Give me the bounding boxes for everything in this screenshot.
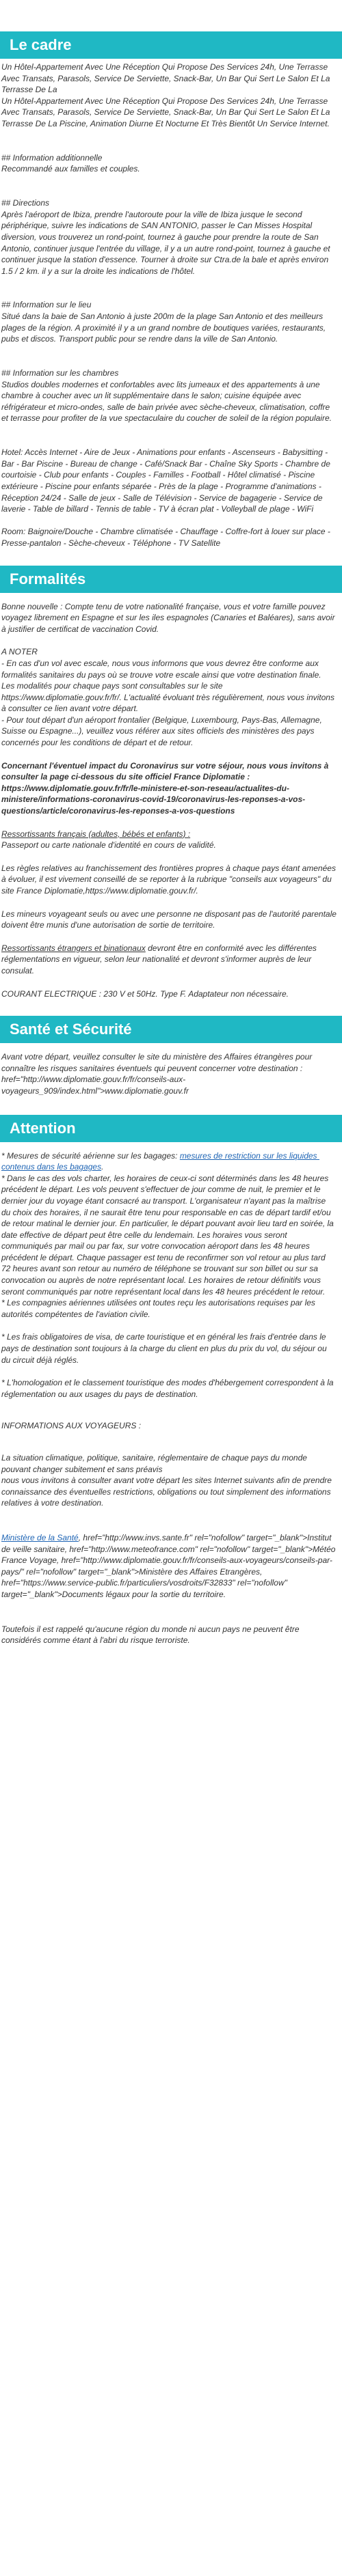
attention-hotel-rating: * L'homologation et le classement touristique des modes d'hébergement correspondent à la réglementation ou aux usages du pays de destination. [1, 1378, 336, 1399]
foreign-nationals-heading: Ressortissants étrangers et binationaux [1, 943, 146, 953]
attention-links [0, 1532, 342, 1601]
formalites-french-nationals [0, 829, 342, 851]
formalites-paragraph-1: Bonne nouvelle : Compte tenu de votre nationalité française, vous et votre famille pouvez voyagez librement en Espagne et sur les iles espagnoles (Canaries et Baléares), sans avoir à justifier de certificat de vaccination Covid. [1, 601, 337, 634]
attention-terrorism-note: Toutefois il est rappelé qu'aucune région du monde ni aucun pays ne peuvent être considérés comme étant à l'abri du risque terroriste. [1, 1624, 302, 1646]
sante-section [0, 1016, 342, 1096]
cadre-text: Un Hôtel-Appartement Avec Une Réception Qui Propose Des Services 24h, Une Terrasse Avec Transats, Parasols, Service De Serviette, Snack-Bar, Un Bar Qui Sert Le Salon Et La Terrasse De La Un Hôtel-Appartement Avec Une Réception Qui Propose Des Services 24h, Une Terrasse Avec Transats, Parasols, Service De Serviette, Snack-Bar, Un Bar Qui Sert Le Salon Et La Terrasse De La Piscine, Animation Diurne Et Nocturne Et Très Bientôt Un Service Internet. ## Information additionnelle Recommandé aux familles et couples. ## Directions Après l'aéroport de Ibiza, prendre l'autoroute pour la ville de Ibiza jusque le second périphérique, suivre les indications de SAN ANTONIO, passer le Can Misses Hospital diversion, vous trouverez un rond-point, tournez à gauche pour prendre la route de San Antonio, continuer jusque l'entrée du village, il y a un autre rond-point, tournez à gauche et continuer jusque la station d'essence. Tourner à droite sur Ctra.de la bale et après environ 1.5 / 2 km. il y a sur la droite les indications de l'hôtel. ## Information sur le lieu Situé dans la baie de San Antonio à juste 200m de la plage San Antonio et des meilleurs plages de la région. A proximité il y a un grand nombre de boutiques variées, restaurants, pubs et discos. Transport public pour se rendre dans la ville de San Antonio. ## Information sur les chambres Studios doubles modernes et confortables avec lits jumeaux et des appartements à une chambre à coucher avec un lit supplémentaire dans le salon; cuisine équipée avec réfrigérateur et micro-ondes, salle de bain privée avec sèche-cheveux, climatisation, coffre et terrasse pour profiter de la vue spectaculaire du coucher de soleil de la région populaire. Hotel: Accès Internet - Aire de Jeux - Animations pour enfants - Ascenseurs - Babysitting - Bar - Bar Piscine - Bureau de change - Café/Snack Bar - Chaîne Sky Sports - Chambre de courtoisie - Club pour enfants - Couples - Familles - Football - Hôtel climatisé - Piscine extérieure - Piscine pour enfants séparée - Près de la plage - Programme d'animations - Réception 24/24 - Salle de jeux - Salle de Télévision - Service de bagagerie - Service de laverie - Table de billard - Tennis de table - TV à écran plat - Volleyball de plage - WiFi Room: Baignoire/Douche - Chambre climatisée - Chauffage - Coffre-fort à louer sur place - Presse-pantalon - Sèche-cheveux - Téléphone - TV Satellite [1, 62, 332, 548]
sante-text: Avant votre départ, veuillez consulter le site du ministère des Affaires étrangères pour connaître les risques sanitaires éventuels qui peuvent concerner votre destination : href="http://www.diplomatie.gouv.fr/fr/conseils-aux-voyageurs_909/index.html">www.diplomatie.gouv.fr [1, 1052, 315, 1096]
sante-heading: Santé et Sécurité [0, 1016, 342, 1043]
baggage-rules-prefix: * Mesures de sécurité aérienne sur les bagages: [1, 1150, 180, 1161]
formalites-heading: Formalités [0, 566, 342, 593]
formalites-foreign-nationals [0, 943, 342, 977]
cadre-section [0, 31, 342, 549]
ministry-of-health-link[interactable]: Ministère de la Santé [1, 1532, 79, 1542]
formalites-border-rules: Les règles relatives au franchissement des frontières propres à chaque pays étant amenées à évoluer, il est vivement conseillé de se reporter à la rubrique "conseils aux voyageurs" du site France Diplomatie,https://www.diplomatie.gouv.fr/. [1, 863, 339, 896]
links-text: , href="http://www.invs.sante.fr" rel="nofollow" target="_blank">Institut de veille sanitaire, href="http://www.meteofrance.com" rel="nofollow" target="_blank">Météo France Voyage, href="http://www.diplomatie.gouv.fr/fr/conseils-aux-voyageurs/conseils-par-pays/" rel="nofollow" target="_blank">Ministère des Affaires Etrangères, href="https://www.service-public.fr/particuliers/vosdroits/F32833" rel="nofollow" target="_blank">Documents légaux pour la sortie du territoire. [1, 1532, 338, 1599]
liquids-restriction-link[interactable]: mesures de restriction sur les liquides contenus dans les bagages [1, 1150, 319, 1172]
attention-heading: Attention [0, 1115, 342, 1142]
french-nationals-text: Passeport ou carte nationale d'identité en cours de validité. [1, 840, 216, 850]
formalites-minors: Les mineurs voyageant seuls ou avec une personne ne disposant pas de l'autorité parentale doivent être munis d'une autorisation de sortie de territoire. [1, 909, 339, 930]
foreign-nationals-text: devront être en conformité avec les différentes réglementations en vigueur, selon leur nationalité et devront s'informer auprès de leur consulat. [1, 943, 319, 975]
formalites-note: A NOTER - En cas d'un vol avec escale, nous vous informons que vous devrez être conforme aux formalités sanitaires du pays où se trouve votre escale ainsi que votre destination finale. Les modalités pour chaque pays sont consultables sur le site https://www.diplomatie.gouv.fr/fr/. L'actualité évoluant très régulièrement, nous vous invitons à consulter ce lien avant votre départ. - Pour tout départ d'un aéroport frontalier (Belgique, Luxembourg, Pays-Bas, Allemagne, Suisse ou Espagne...), veuillez vous référer aux sites officiels des ministères des pays concernés pour les conditions de départ et de retour. [1, 647, 334, 748]
attention-section [0, 1115, 342, 1646]
cadre-heading: Le cadre [0, 31, 342, 59]
attention-travelers-info-heading: INFORMATIONS AUX VOYAGEURS : [1, 1421, 142, 1431]
formalites-section [0, 566, 342, 1000]
attention-visa-fees: * Les frais obligatoires de visa, de carte touristique et en général les frais d'entrée dans le pays de destination sont toujours à la charge du client en plus du prix du vol, du séjour ou du circuit déjà réglés. [1, 1332, 329, 1365]
charter-flight-text: . * Dans le cas des vols charter, les horaires de ceux-ci sont déterminés dans les 48 heures précédent le départ. Les vols peuvent s'effectuer de jour comme de nuit, le premier et le dernier jour du voyage étant consacré au transport. L'organisateur n'ayant pas la maîtrise du choix des horaires, il ne saurait être tenu pour responsable en cas de départ tardif et/ou de retour matinal le dernier jour. En particulier, le départ pouvant avoir lieu tard en soirée, la date effective de départ peut être celle du lendemain. Les horaires vous seront communiqués par mail ou par fax, sur votre convocation aéroport dans les 48 heures précédent le départ. Chaque passager est tenu de reconfirmer son vol retour au plus tard 72 heures avant son retour au numéro de téléphone se trouvant sur son billet ou sur sa convocation ou auprès de notre représentant local. Les horaires de retour définitifs vous seront communiqués par notre représentant local dans les 48 heures précédent le retour. * Les compagnies aériennes utilisées ont toutes reçu les autorisations requises par les autorités compétentes de l'aviation civile. [1, 1162, 334, 1319]
formalites-electricity: COURANT ELECTRIQUE : 230 V et 50Hz. Type F. Adaptateur non nécessaire. [1, 988, 289, 999]
attention-situation-text: La situation climatique, politique, sanitaire, réglementaire de chaque pays du monde pouvant changer subitement et sans préavis nous vous invitons à consulter avant votre départ les sites Internet suivants afin de prendre connaissance des éventuelles restrictions, obligations ou tout simplement des informations relatives à votre destination. [1, 1453, 332, 1508]
attention-paragraph-1 [0, 1150, 342, 1320]
french-nationals-heading: Ressortissants français (adultes, bébés et enfants) : [1, 829, 191, 839]
formalites-coronavirus: Concernant l'éventuel impact du Coronavirus sur votre séjour, nous vous invitons à consulter la page ci-dessous du site officiel France Diplomatie : https://www.diplomatie.gouv.fr/fr/le-ministere-et-son-reseau/actualites-du-ministere/informations-coronavirus-covid-19/coronavirus-les-reponses-a-vos-questions/article/coronavirus-les-reponses-a-vos-questions [1, 760, 331, 816]
